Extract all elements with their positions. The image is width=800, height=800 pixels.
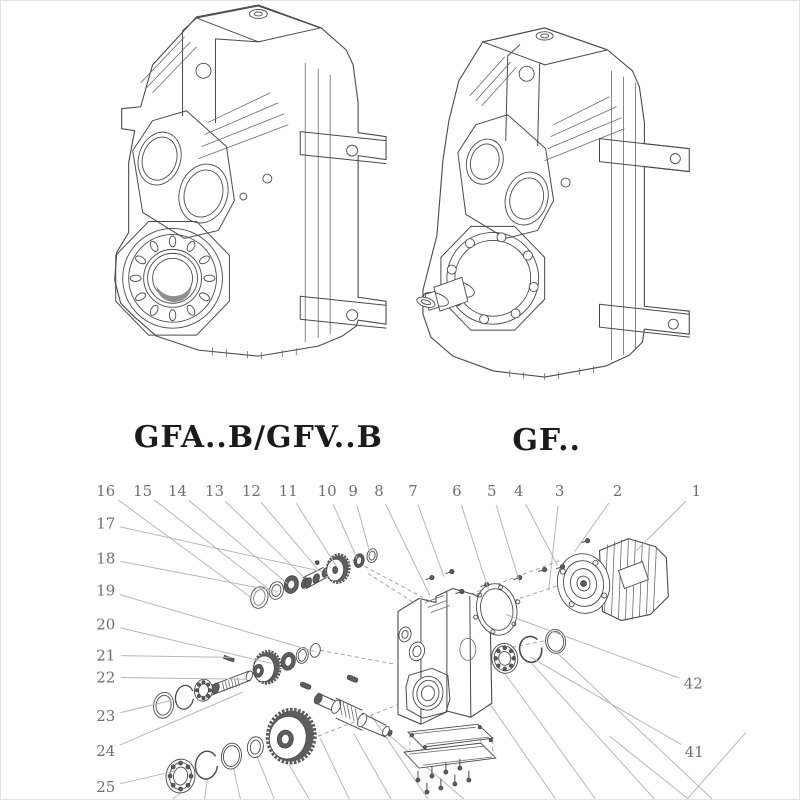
callout-10: 10 — [317, 481, 337, 500]
callout-6: 6 — [452, 481, 462, 500]
leader-line-12 — [261, 502, 317, 568]
callout-2: 2 — [612, 481, 623, 500]
input-pinion-parts-chain — [248, 548, 378, 611]
gearbox-drawing-left — [115, 5, 386, 359]
leader-line-6 — [461, 505, 488, 590]
model-label-left: GFA..B/GFV..B — [133, 419, 383, 455]
leader-line-10 — [333, 504, 357, 558]
motor — [552, 539, 668, 621]
gearbox-drawing-right — [416, 28, 690, 380]
callout-41: 41 — [684, 743, 704, 762]
callout-8: 8 — [374, 481, 384, 500]
callout-18: 18 — [96, 549, 116, 568]
callout-13: 13 — [204, 481, 224, 500]
leader-line-11 — [296, 503, 336, 565]
leader-line-15 — [154, 500, 270, 591]
leader-line-42 — [506, 614, 679, 678]
callout-1: 1 — [691, 481, 702, 500]
callout-11: 11 — [278, 481, 298, 500]
leader-line-21 — [121, 656, 232, 658]
leader-line-3 — [549, 506, 558, 591]
callout-24: 24 — [96, 742, 116, 761]
leader-line-18 — [120, 561, 278, 591]
leader-line-5 — [496, 505, 520, 582]
leader-line-7 — [418, 505, 444, 577]
callout-20: 20 — [96, 615, 116, 634]
callout-23: 23 — [96, 707, 116, 726]
leader-line-20 — [120, 628, 271, 663]
callout-3: 3 — [554, 481, 565, 500]
callout-16: 16 — [96, 481, 116, 500]
leader-line-24 — [119, 692, 242, 745]
callout-14: 14 — [168, 481, 188, 500]
callout-42: 42 — [683, 674, 703, 693]
leader-line-1 — [636, 501, 685, 550]
callout-7: 7 — [408, 481, 418, 500]
callout-17: 17 — [96, 514, 116, 533]
callout-19: 19 — [96, 581, 116, 600]
callout-9: 9 — [348, 481, 358, 500]
model-label-right: GF.. — [512, 422, 581, 458]
leader-line-19 — [120, 595, 314, 652]
leader-line-2 — [575, 503, 609, 552]
leader-line-16 — [118, 500, 253, 599]
leader-line-14 — [189, 500, 287, 583]
technical-drawing-svg — [1, 1, 799, 799]
callout-21: 21 — [96, 646, 116, 665]
callout-12: 12 — [241, 481, 261, 500]
second-stage-parts-chain — [152, 643, 322, 720]
callout-15: 15 — [133, 481, 153, 500]
callout-22: 22 — [96, 668, 116, 687]
callout-5: 5 — [487, 481, 497, 500]
callout-4: 4 — [513, 481, 524, 500]
callout-25: 25 — [96, 778, 116, 797]
leader-line-9 — [357, 505, 370, 553]
leader-line-17 — [120, 527, 322, 572]
exploded-view — [96, 482, 746, 799]
